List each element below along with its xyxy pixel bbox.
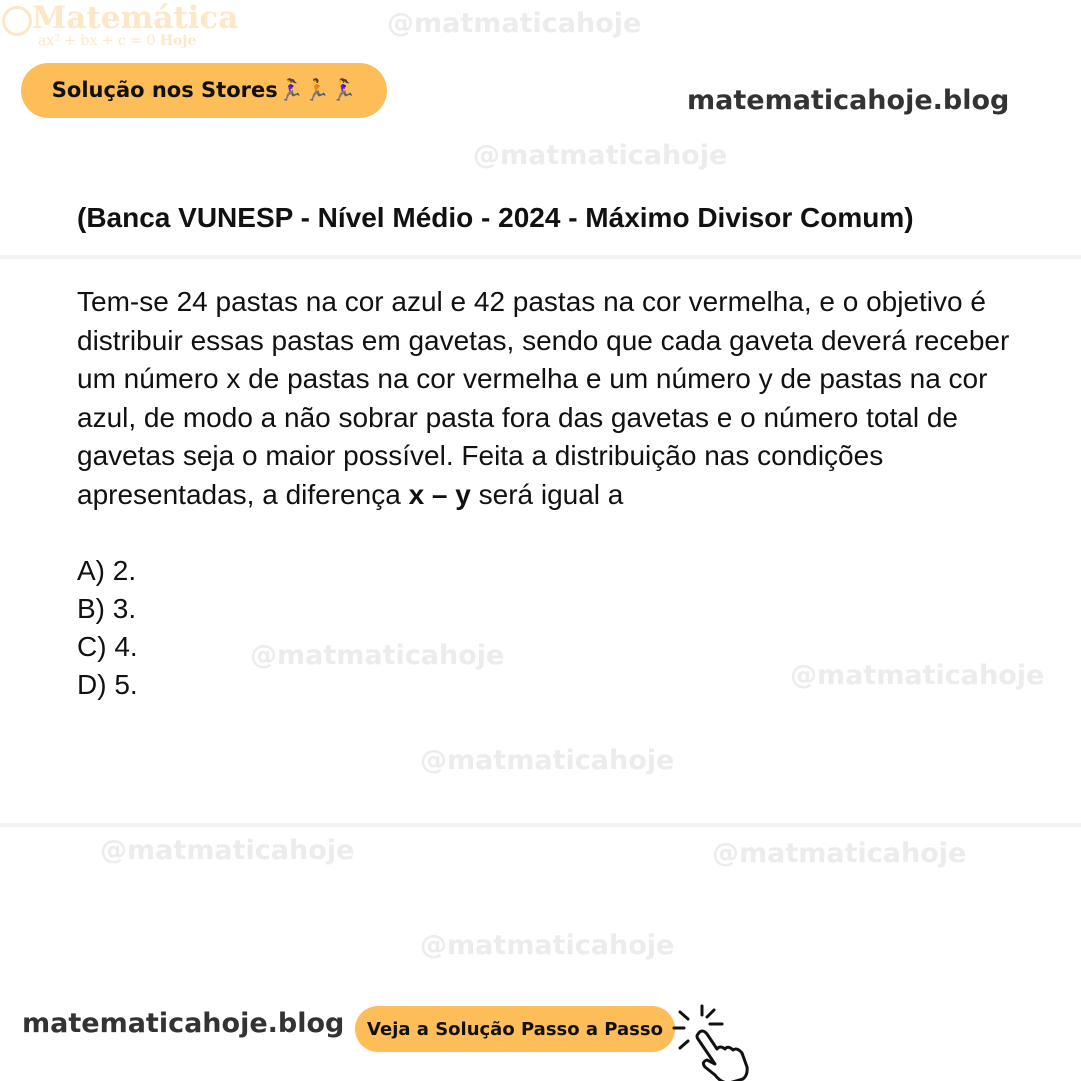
logo-text: Matemática (32, 0, 239, 36)
stores-solution-button[interactable] (21, 63, 387, 118)
logo-sub: Hoje (159, 33, 197, 49)
watermark: @matmaticahoje (790, 660, 1045, 691)
map-pin-icon (2, 6, 32, 36)
question-title: (Banca VUNESP - Nível Médio - 2024 - Máximo Divisor Comum) (77, 202, 914, 233)
option-a[interactable]: A) 2. (77, 555, 137, 586)
stores-solution-label: Solução nos Stores🏃‍♀️🏃🏃‍♀️ (51, 78, 357, 102)
watermark: @matmaticahoje (100, 835, 355, 866)
question-emphasis: x – y (408, 478, 471, 510)
step-by-step-solution-label: Veja a Solução Passo a Passo (367, 1018, 663, 1040)
question-card (77, 199, 1027, 704)
logo (2, 0, 239, 49)
logo-formula: ax² + bx + c = 0 (38, 33, 156, 49)
option-b[interactable]: B) 3. (77, 593, 137, 624)
divider (0, 823, 1081, 827)
site-link-bottom[interactable]: matematicahoje.blog (22, 1008, 345, 1039)
watermark: @matmaticahoje (420, 745, 675, 776)
question-text-part: será igual a (470, 478, 624, 510)
pointing-hand-click-icon (672, 1004, 752, 1081)
watermark: @matmaticahoje (420, 930, 675, 961)
watermark: @matmaticahoje (250, 640, 505, 671)
watermark: @matmaticahoje (712, 838, 967, 869)
option-c[interactable]: C) 4. (77, 631, 138, 662)
question-text-part: Tem-se 24 pastas na cor azul e 42 pastas na cor vermelha, e o objetivo é distribuir essas pastas em gavetas, sendo que cada gaveta deverá receber um número x de pastas na cor vermelha e um número y de pastas na cor azul, de modo a não sobrar pasta fora das gavetas e o número total de gavetas seja o maior possível. Feita a distribuição nas condições apresentadas, a diferença (77, 286, 1010, 510)
step-by-step-solution-button[interactable] (355, 1006, 675, 1052)
watermark: @matmaticahoje (387, 8, 642, 39)
site-link-top[interactable]: matematicahoje.blog (687, 85, 1010, 116)
option-d[interactable]: D) 5. (77, 669, 138, 700)
question-text (77, 283, 1027, 514)
watermark: @matmaticahoje (473, 140, 728, 171)
